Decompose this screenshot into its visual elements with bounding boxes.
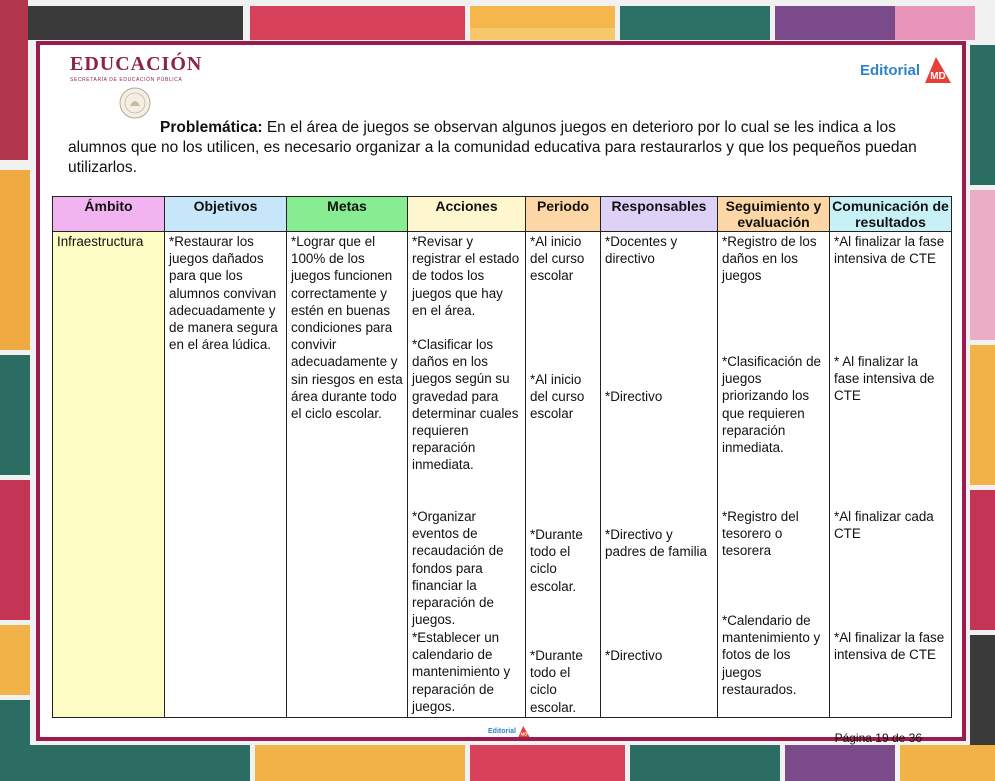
svg-text:MD: MD <box>930 71 946 82</box>
ambito-cell <box>53 232 165 718</box>
seguimiento-item: *Calendario de mantenimiento y fotos de los juegos restaurados. <box>722 613 821 697</box>
objetivos-text: *Restaurar los juegos dañados para que los alumnos convivan adecuadamente y de manera segura en el área lúdica. <box>169 234 278 353</box>
problem-statement <box>68 118 938 178</box>
footer-editorial-logo <box>488 725 531 738</box>
problem-label: Problemática: <box>160 119 263 136</box>
header-cell: Seguimiento y evaluación <box>718 197 830 232</box>
comunicacion-item: *Al finalizar cada CTE <box>834 509 934 542</box>
header-cell: Objetivos <box>165 197 287 232</box>
problem-text: En el área de juegos se observan algunos juegos en deterioro por lo cual se les indica a los alumnos que no los utilicen, es necesario organizar a la comunidad educativa para restaurarlos y que los pequeños puedan utilizarlos. <box>68 119 917 176</box>
page-number: Página 19 de 36 <box>834 731 922 745</box>
header-cell: Metas <box>287 197 408 232</box>
document-page <box>36 41 966 745</box>
comunicacion-item: * Al finalizar la fase intensiva de CTE <box>834 354 935 404</box>
header-cell: Ámbito <box>53 197 165 232</box>
md-badge-icon <box>922 55 954 85</box>
responsable-item: *Directivo <box>605 648 663 663</box>
acciones-cell <box>408 232 526 718</box>
periodo-item: *Durante todo el ciclo escolar. <box>530 648 583 715</box>
editorial-md-logo <box>860 50 954 90</box>
seguimiento-cell <box>718 232 830 718</box>
footer-publisher-name: Editorial <box>488 728 517 735</box>
header-cell: Responsables <box>601 197 718 232</box>
accion-item: *Organizar eventos de recaudación de fondos para financiar la reparación de juegos. <box>412 509 504 628</box>
comunicacion-item: *Al finalizar la fase intensiva de CTE <box>834 234 945 267</box>
periodo-item: *Al inicio del curso escolar <box>530 234 585 284</box>
national-seal-icon <box>119 87 151 119</box>
accion-item: *Revisar y registrar el estado de todos los juegos que hay en el área. <box>412 234 520 318</box>
responsable-item: *Docentes y directivo <box>605 234 678 267</box>
responsable-item: *Directivo <box>605 389 663 404</box>
accion-item: *Clasificar los daños en los juegos según su gravedad para determinar cuales requieren reparación inmediata. <box>412 337 519 473</box>
comunicacion-item: *Al finalizar la fase intensiva de CTE <box>834 630 945 663</box>
publisher-name: Editorial <box>859 61 920 79</box>
responsables-cell <box>601 232 718 718</box>
responsable-item: *Directivo y padres de familia <box>605 527 707 560</box>
table-header-row <box>53 197 952 232</box>
sep-logo <box>70 53 202 83</box>
metas-text: *Lograr que el 100% de los juegos funcionen correctamente y estén en buenas condiciones para convivir adecuadamente y sin riesgos en esta área durante todo el ciclo escolar. <box>291 234 403 422</box>
periodo-item: *Al inicio del curso escolar <box>530 372 585 422</box>
seguimiento-item: *Registro de los daños en los juegos <box>722 234 817 284</box>
header-cell: Periodo <box>526 197 601 232</box>
metas-cell <box>287 232 408 718</box>
periodo-cell <box>526 232 601 718</box>
header-cell: Acciones <box>408 197 526 232</box>
action-plan-table <box>52 196 952 718</box>
periodo-item: *Durante todo el ciclo escolar. <box>530 527 583 594</box>
comunicacion-cell <box>830 232 952 718</box>
svg-text:MD: MD <box>520 731 528 737</box>
header-cell: Comunicación de resultados <box>830 197 952 232</box>
logo-subtitle: SECRETARÍA DE EDUCACIÓN PÚBLICA <box>70 77 183 83</box>
accion-item: *Establecer un calendario de mantenimiento y reparación de juegos. <box>412 630 511 714</box>
seguimiento-item: *Registro del tesorero o tesorera <box>722 509 799 559</box>
objetivos-cell <box>165 232 287 718</box>
logo-title: EDUCACIÓN <box>70 53 203 75</box>
seguimiento-item: *Clasificación de juegos priorizando los que requieren reparación inmediata. <box>722 354 821 456</box>
ambito-text: Infraestructura <box>57 234 144 249</box>
footer-md-badge-icon <box>517 725 531 738</box>
table-row <box>53 232 952 718</box>
